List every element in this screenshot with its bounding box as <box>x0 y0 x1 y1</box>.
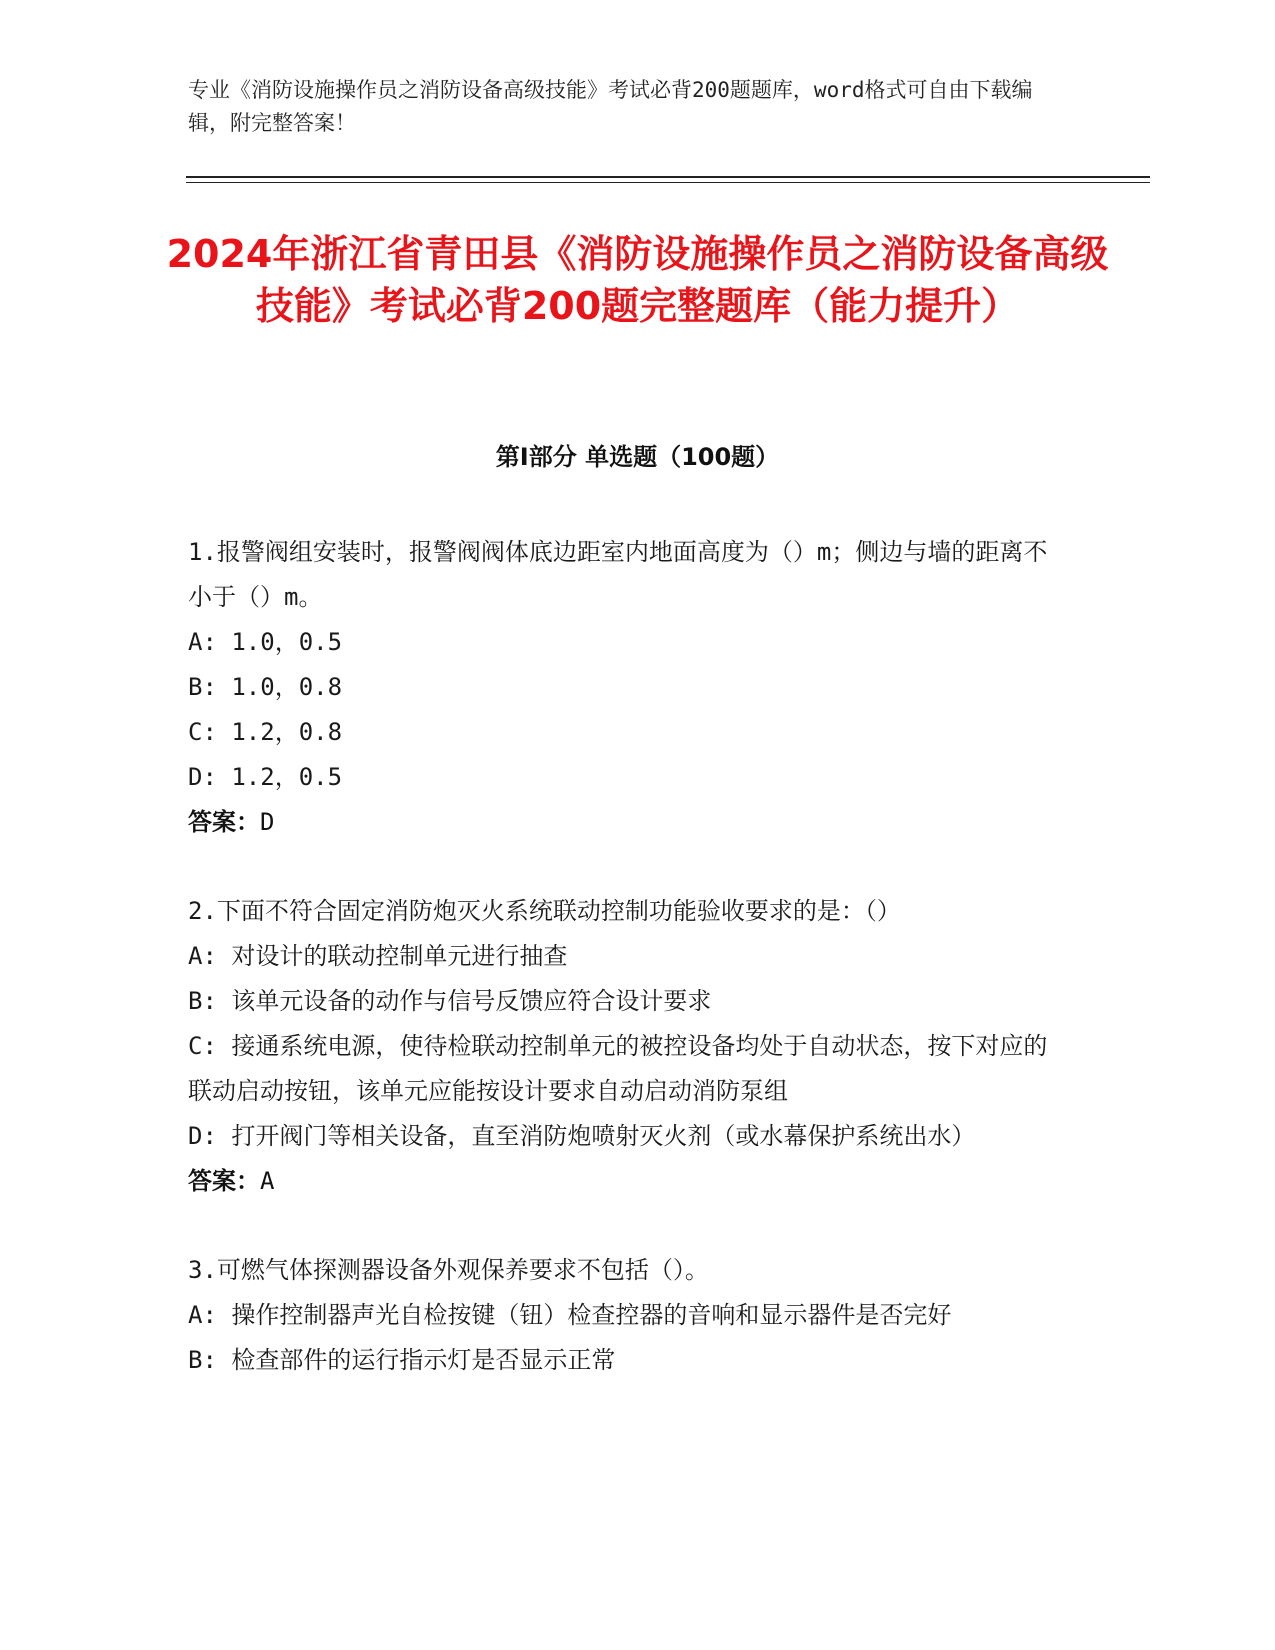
option-b: B: 检查部件的运行指示灯是否显示正常 <box>188 1346 616 1374</box>
question-text: 3.可燃气体探测器设备外观保养要求不包括（）。 <box>188 1256 709 1284</box>
answer-value: A <box>260 1167 275 1195</box>
option-d: D: 1.2，0.5 <box>188 763 343 791</box>
header-note: 专业《消防设施操作员之消防设备高级技能》考试必背200题题库，word格式可自由下载编辑，附完整答案！ <box>188 78 1033 135</box>
answer-line <box>188 1159 1068 1204</box>
option-d: D: 打开阀门等相关设备，直至消防炮喷射灭火剂（或水幕保护系统出水） <box>188 1122 976 1150</box>
question-2 <box>188 889 1068 1204</box>
section-heading: 第I部分 单选题（100题） <box>495 443 780 471</box>
option-b: B: 该单元设备的动作与信号反馈应符合设计要求 <box>188 987 712 1015</box>
answer-value: D <box>260 808 275 836</box>
answer-label: 答案： <box>188 1167 260 1195</box>
question-text: 1.报警阀组安装时，报警阀阀体底边距室内地面高度为（）m；侧边与墙的距离不小于（）m。 <box>188 538 1048 611</box>
question-list <box>188 530 1068 1427</box>
option-a: A: 1.0，0.5 <box>188 628 343 656</box>
header-divider-thin <box>186 182 1150 183</box>
option-a: A: 操作控制器声光自检按键（钮）检查控器的音响和显示器件是否完好 <box>188 1301 952 1329</box>
document-title: 2024年浙江省青田县《消防设施操作员之消防设备高级技能》考试必背200题完整题库（能力提升） <box>166 232 1109 328</box>
answer-label: 答案： <box>188 808 260 836</box>
header-divider-thick <box>186 176 1150 178</box>
option-c: C: 1.2，0.8 <box>188 718 343 746</box>
question-3 <box>188 1248 1068 1383</box>
option-a: A: 对设计的联动控制单元进行抽查 <box>188 942 568 970</box>
option-c: C: 接通系统电源，使待检联动控制单元的被控设备均处于自动状态，按下对应的联动启动按钮，该单元应能按设计要求自动启动消防泵组 <box>188 1032 1048 1105</box>
question-text: 2.下面不符合固定消防炮灭火系统联动控制功能验收要求的是：（） <box>188 897 901 925</box>
answer-line <box>188 800 1068 845</box>
option-b: B: 1.0，0.8 <box>188 673 343 701</box>
question-1 <box>188 530 1068 845</box>
